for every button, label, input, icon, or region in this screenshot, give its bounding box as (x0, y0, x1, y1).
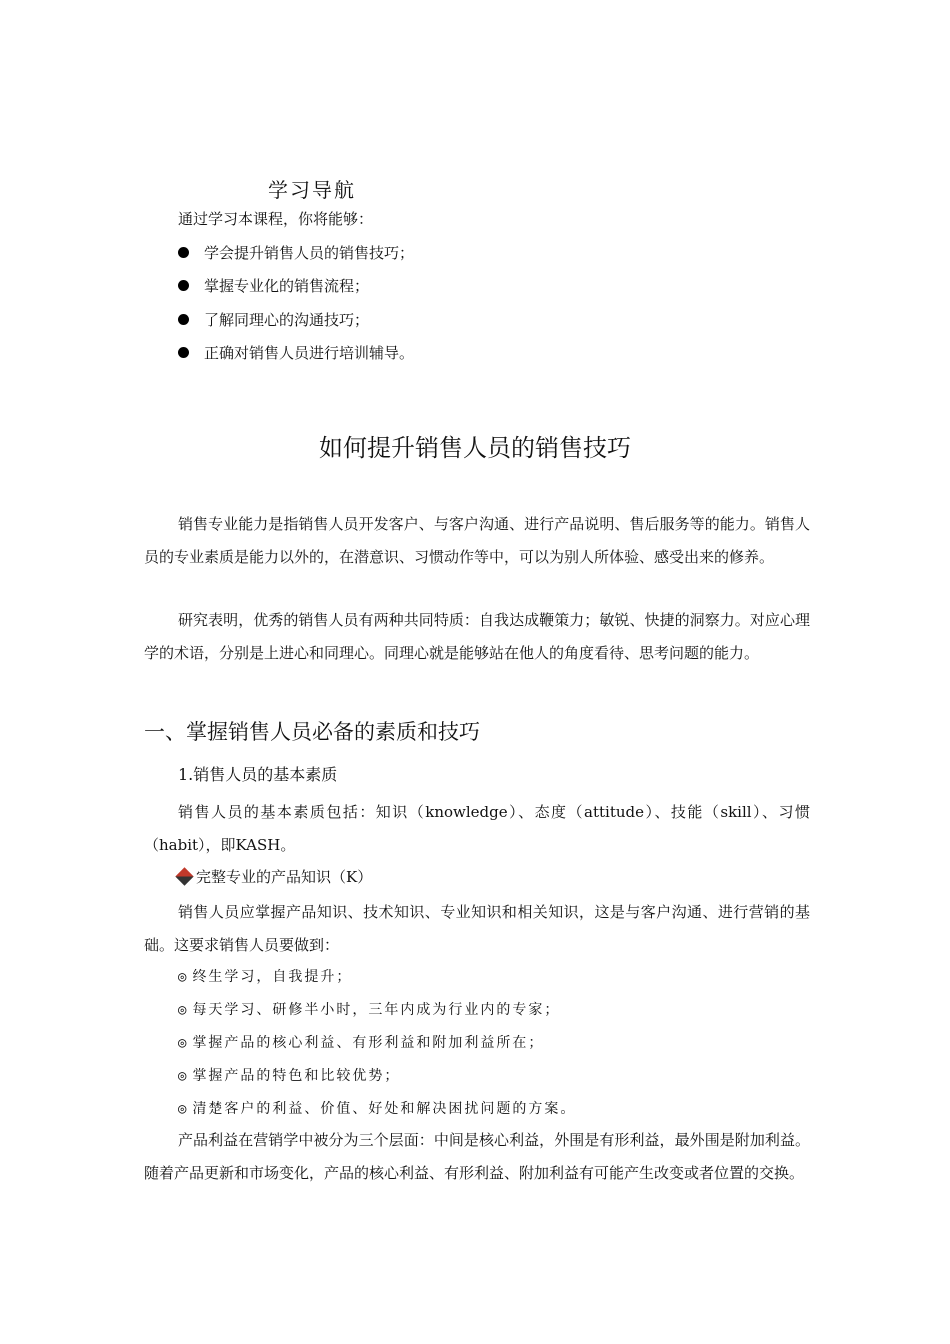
nav-goal-text: 掌握专业化的销售流程； (204, 277, 370, 295)
ring-bullet-icon: ◎ (178, 1002, 187, 1018)
nav-goal-item (178, 275, 369, 296)
bullet-icon (178, 314, 189, 325)
bullet-icon (178, 347, 189, 358)
requirement-text: 清楚客户的利益、价值、好处和解决困扰问题的方案。 (192, 1101, 577, 1117)
requirement-item (178, 1032, 544, 1052)
nav-goal-text: 学会提升销售人员的销售技巧； (204, 244, 415, 262)
paragraph-kash: 销售人员的基本素质包括：知识（knowledge）、态度（attitude）、技能（skill）、习惯（habit），即KASH。 (144, 803, 810, 854)
requirement-text: 终生学习，自我提升； (192, 969, 353, 985)
requirement-item (178, 999, 560, 1019)
paragraph-product-knowledge: 销售人员应掌握产品知识、技术知识、专业知识和相关知识，这是与客户沟通、进行营销的基础。这要求销售人员要做到： (144, 903, 810, 954)
paragraph-product-benefits: 产品利益在营销学中被分为三个层面：中间是核心利益，外围是有形利益，最外围是附加利益。随着产品更新和市场变化，产品的核心利益、有形利益、附加利益有可能产生改变或者位置的交换。 (144, 1131, 810, 1182)
sub-heading: 1.销售人员的基本素质 (178, 765, 338, 784)
nav-intro: 通过学习本课程，你将能够： (178, 210, 374, 228)
nav-goal-text: 了解同理心的沟通技巧； (204, 311, 370, 329)
requirement-text: 每天学习、研修半小时，三年内成为行业内的专家； (192, 1002, 561, 1018)
paragraph-research-findings: 研究表明，优秀的销售人员有两种共同特质：自我达成鞭策力；敏锐、快捷的洞察力。对应心理学的术语，分别是上进心和同理心。同理心就是能够站在他人的角度看待、思考问题的能力。 (144, 611, 810, 662)
ring-bullet-icon: ◎ (178, 1101, 187, 1117)
nav-goal-item (178, 342, 414, 363)
requirement-item (178, 966, 352, 986)
requirement-text: 掌握产品的特色和比较优势； (192, 1068, 401, 1084)
requirement-item (178, 1098, 576, 1118)
knowledge-label-text: 完整专业的产品知识（K） (196, 868, 373, 886)
nav-goal-item (178, 309, 369, 330)
diamond-bullet-icon (175, 867, 193, 885)
main-title: 如何提升销售人员的销售技巧 (319, 434, 631, 462)
ring-bullet-icon: ◎ (178, 1035, 187, 1051)
nav-title: 学习导航 (268, 178, 356, 202)
paragraph-professional-ability: 销售专业能力是指销售人员开发客户、与客户沟通、进行产品说明、售后服务等的能力。销售人员的专业素质是能力以外的，在潜意识、习惯动作等中，可以为别人所体验、感受出来的修养。 (144, 515, 810, 566)
nav-goal-text: 正确对销售人员进行培训辅导。 (204, 344, 415, 362)
bullet-icon (178, 280, 189, 291)
section-heading: 一、掌握销售人员必备的素质和技巧 (144, 720, 480, 744)
ring-bullet-icon: ◎ (178, 1068, 187, 1084)
nav-goal-item (178, 242, 414, 263)
requirement-text: 掌握产品的核心利益、有形利益和附加利益所在； (192, 1035, 545, 1051)
ring-bullet-icon: ◎ (178, 969, 187, 985)
knowledge-label (178, 866, 372, 887)
requirement-item (178, 1065, 400, 1085)
bullet-icon (178, 247, 189, 258)
